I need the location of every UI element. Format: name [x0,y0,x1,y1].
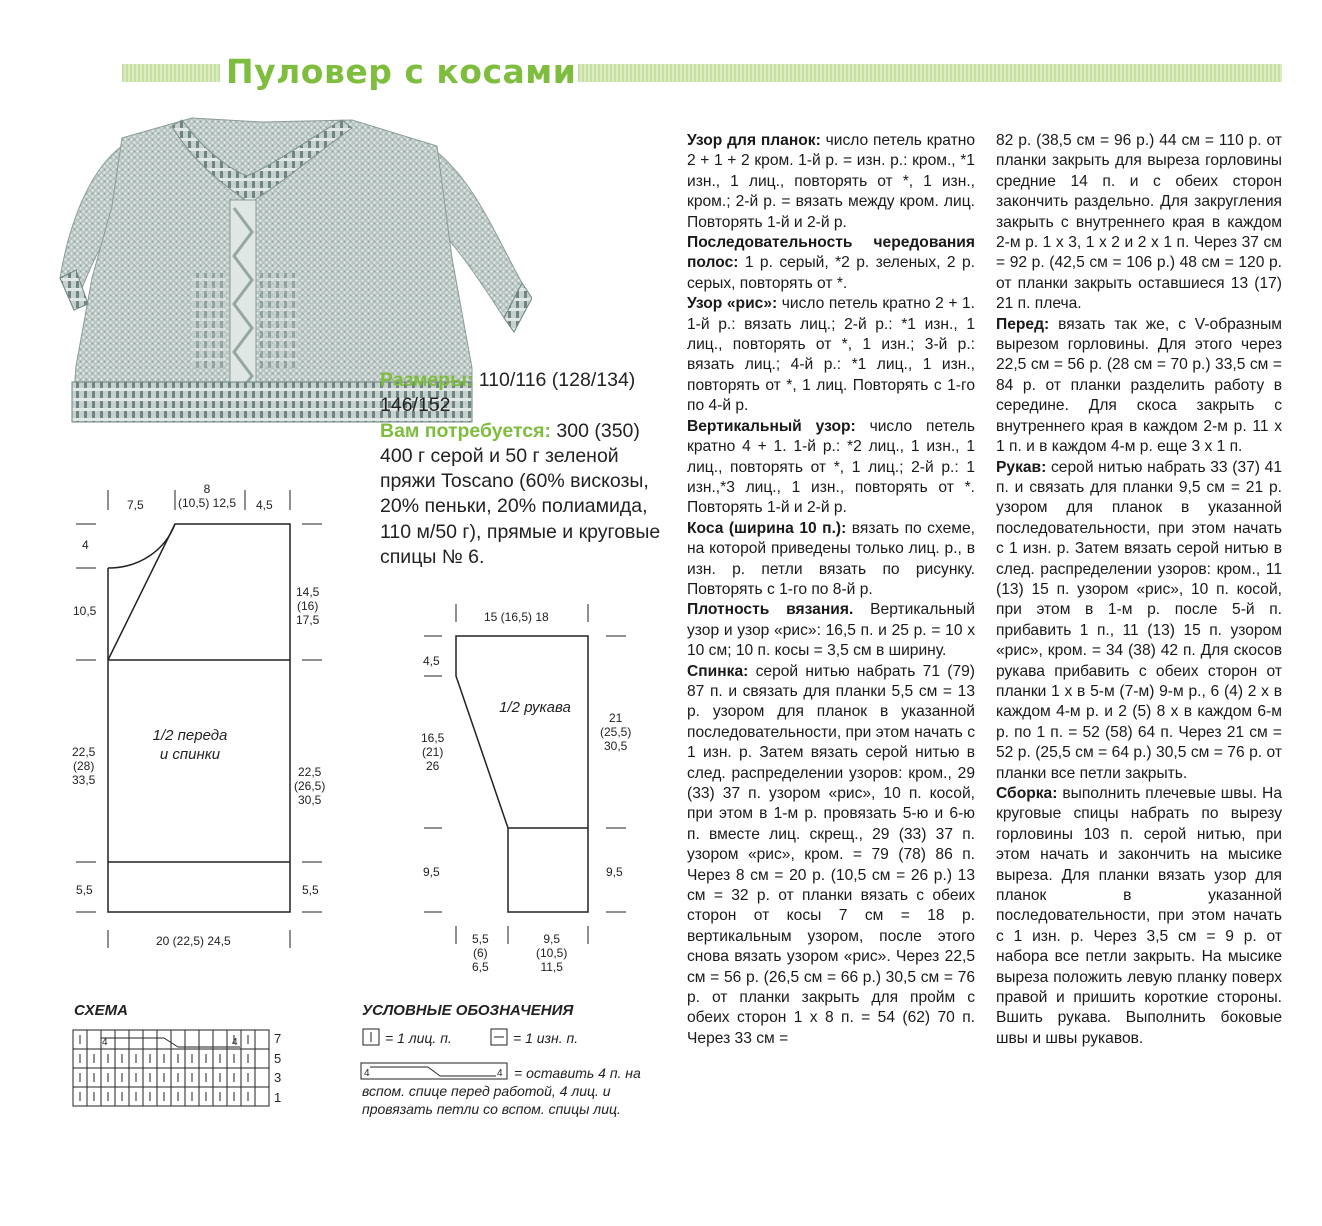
paragraph-text: 82 р. (38,5 см = 96 р.) 44 см = 110 р. от планки закрыть для выреза горловины средние 14 п. и с обеих сторон закончить раздельно. Для закругления закрыть с внутреннего края в каждом 2-м р. 1 x 3, 1 x 2 и 2 x 1 п. Через 37 см = 92 р. (42,5 см = 106 р.) 48 см = 120 р. от планки закрыть оставшиеся 13 (17) 21 п. плеча. [996,132,1282,313]
paragraph-heading: Рукав: [996,458,1047,476]
body-bottom-width: 20 (22,5) 24,5 [156,934,231,948]
paragraph-heading: Спинка: [687,662,749,680]
scheme-cross-left: 4 [102,1037,108,1048]
paragraph-heading: Коса (ширина 10 п.): [687,519,847,537]
paragraph-text: вязать по схеме, на которой приведены только лиц. р., в изн. р. петли вязать по рисунку. Повторять с 1-го по 8-й р. [687,519,975,598]
body-left-shoulder: 7,5 [127,498,144,512]
sleeve-cuff-right: 9,5 [606,865,623,879]
sizes-label: Размеры: [380,369,474,391]
body-diagram-label: 1/2 переда и спинки [152,727,228,763]
purl-symbol-icon [490,1028,508,1046]
paragraph-heading: Узор «рис»: [687,295,778,313]
scheme-row-3: 3 [274,1070,282,1085]
body-pattern-diagram [70,480,340,950]
body-right-height: 22,5 (26,5) 30,5 [294,765,326,807]
paragraph [687,662,975,1050]
paragraph-heading: Перед: [996,315,1050,333]
sleeve-bottom-right: 9,5 (10,5) 11,5 [536,932,568,974]
scheme-cross-right: 4 [232,1037,238,1048]
paragraph-heading: Плотность вязания. [687,601,854,619]
body-rib-right: 5,5 [302,883,319,897]
sleeve-top-width: 15 (16,5) 18 [484,610,549,624]
legend-knit: = 1 лиц. п. [385,1030,452,1046]
legend-title: УСЛОВНЫЕ ОБОЗНАЧЕНИЯ [362,1002,574,1019]
legend-cable-count-right: 4 [497,1068,503,1079]
paragraph-text: число петель кратно 2 + 1. 1-й р.: вязать лиц.; 2-й р.: *1 изн., 1 лиц., повторять от *, 1 изн.; 3-й р.: вязать лиц.; 4-й р.: *1 лиц., 1 изн., повторять от *, 1 лиц. Повторять с 1-го по 4-й р. [687,295,975,415]
paragraph [996,131,1282,315]
legend-cable [362,1064,660,1118]
body-top-width: 8 (10,5) 12,5 [178,482,237,510]
scheme-title: СХЕМА [74,1002,128,1019]
sleeve-slope-left: 16,5 (21) 26 [421,731,445,773]
paragraph-heading: Вертикальный узор: [687,417,856,435]
legend-cable-count-left: 4 [364,1068,370,1079]
sizes-value: 110/116 (128/134) 146/152 [380,369,636,417]
paragraph-heading: Узор для планок: [687,132,821,149]
paragraph [996,784,1282,1049]
scheme-row-5: 5 [274,1051,282,1066]
instructions-column-2 [996,131,1282,1049]
body-left-height: 22,5 (28) 33,5 [72,745,96,787]
paragraph [687,131,975,233]
paragraph [687,233,975,294]
sleeve-bottom-left: 5,5 (6) 6,5 [472,932,489,974]
sleeve-cap-left: 4,5 [423,654,440,668]
legend-cable-text: = оставить 4 п. на вспом. спице перед работой, 4 лиц. и провязать петли со вспом. спицы лиц. [362,1065,641,1117]
paragraph [996,458,1282,785]
materials-value: 300 (350) 400 г серой и 50 г зеленой пряжи Toscano (60% вискозы, 20% пеньки, 20% полиамида, 110 м/50 г), прямые и круговые спицы № 6. [380,419,661,569]
paragraph [687,294,975,416]
paragraph-text: серой нитью набрать 33 (37) 41 п. и связать для планки 9,5 см = 21 р. узором для планок в указанной последовательности, при этом начать с 1 изн. р. Затем вязать серой нитью в след. распределении узоров: кром., 11 (13) 15 п. узором «рис», 10 п. косой, при этом в 1-м р. после 5-й п. прибавить 1 п., 11 (13) 15 п. узором «рис», кром. = 34 (38) 42 п. Для скосов рукава прибавить с обеих сторон от планки 1 x в 5-м (7-м) 9-м р., 6 (4) 2 x в каждом 4-м р. и 2 (5) 8 x в каждом 6-м р. по 1 п. = 52 (58) 64 п. Через 21 см = 52 р. (25,5 см = 64 р.) 30,5 см = 76 р. от планки все петли закрыть. [996,458,1282,782]
sleeve-cuff-left: 9,5 [423,865,440,879]
paragraph [687,600,975,661]
paragraph-heading: Последовательность чередования полос: [687,234,975,272]
paragraph-text: число петель кратно 4 + 1. 1-й р.: *2 лиц., 1 изн., 1 лиц., повторять от *, 1 лиц.; 2-й р.: 1 изн.,*3 лиц., 1 изн., повторять от *. Повторять 1-й и 2-й р. [687,417,975,517]
body-neck-depth: 4 [82,538,89,552]
materials-label: Вам потребуется: [380,419,551,442]
title-stripe-left [122,64,220,82]
paragraph-text: Вертикальный узор и узор «рис»: 16,5 п. и 25 р. = 10 x 10 см; 10 п. косы = 3,5 см в ширину. [687,601,975,660]
instructions-column-1 [687,131,975,1049]
scheme-row-7: 7 [274,1031,282,1046]
paragraph-text: число петель кратно 2 + 1 + 2 кром. 1-й р. = изн. р.: кром., *1 изн., 1 лиц., повторять от *, 1 изн., кром.; 2-й р. = вязать между кром. лиц. Повторять 1-й и 2-й р. [687,132,975,231]
title-stripe-right [578,64,1282,82]
paragraph [687,417,975,519]
sleeve-height-right: 21 (25,5) 30,5 [600,711,632,753]
paragraph [687,519,975,601]
knit-symbol-icon [362,1028,380,1046]
body-rib-left: 5,5 [76,883,93,897]
paragraph-text: вязать так же, с V-образным вырезом горловины. Для этого через 22,5 см = 56 р. (28 см = 70 р.) 33,5 см = 84 р. от планки разделить работу в середине. Для скоса закрыть с внутреннего края в каждом 2-м р. 11 x 1 п. и в каждом 4-м р. еще 3 x 1 п. [996,315,1282,456]
body-neck-slope: 10,5 [73,604,97,618]
cable-scheme-grid [72,1028,272,1110]
sleeve-diagram-label: 1/2 рукава [499,699,571,716]
paragraph-text: выполнить плечевые швы. На круговые спицы набрать по вырезу горловины 103 п. серой нитью, при этом начать и закончить на мысике выреза. Для планки вязать узор для планок в указанной последовательности, при этом начать с 1 изн. р. Через 3,5 см = 9 р. от набора все петли закрыть. На мысике выреза положить левую планку поверх правой и пришить короткие стороны. Вшить рукава. Выполнить боковые швы и швы рукавов. [996,785,1282,1047]
sizes-block [380,368,670,570]
legend-purl: = 1 изн. п. [513,1030,579,1046]
paragraph-text: 1 р. серый, *2 р. зеленых, 2 р. серых, повторять от *. [687,254,975,292]
paragraph-text: серой нитью набрать 71 (79) 87 п. и связать для планки 5,5 см = 13 р. узором для планок в указанной последовательности, при этом начать с 1 изн. р. Затем вязать серой нитью в след. распределении узоров: кром., 29 (33) 37 п. узором «рис», 10 п. косой, при этом в 1-м р. провязать 5-ю и 6-ю п. вместе лиц. скрещ., 29 (33) 37 п. узором «рис», кром. = 79 (78) 86 п. Через 8 см = 20 р. (10,5 см = 26 р.) 13 см = 32 р. от планки вязать с обеих сторон от косы 7 см = 18 р. вертикальным узором, после этого снова вязать узором «рис». Через 22,5 см = 56 р. (26,5 см = 66 р.) 30,5 см = 76 р. от планки закрыть для пройм с обеих сторон 1 x 8 п. = 54 (62) 70 п. Через 33 см = [687,662,975,1047]
page-title: Пуловер с косами [226,52,577,91]
paragraph-heading: Сборка: [996,785,1058,802]
body-right-shoulder: 4,5 [256,498,273,512]
body-armhole: 14,5 (16) 17,5 [296,585,320,627]
scheme-row-1: 1 [274,1090,282,1105]
paragraph [996,315,1282,458]
sleeve-pattern-diagram [420,600,640,990]
